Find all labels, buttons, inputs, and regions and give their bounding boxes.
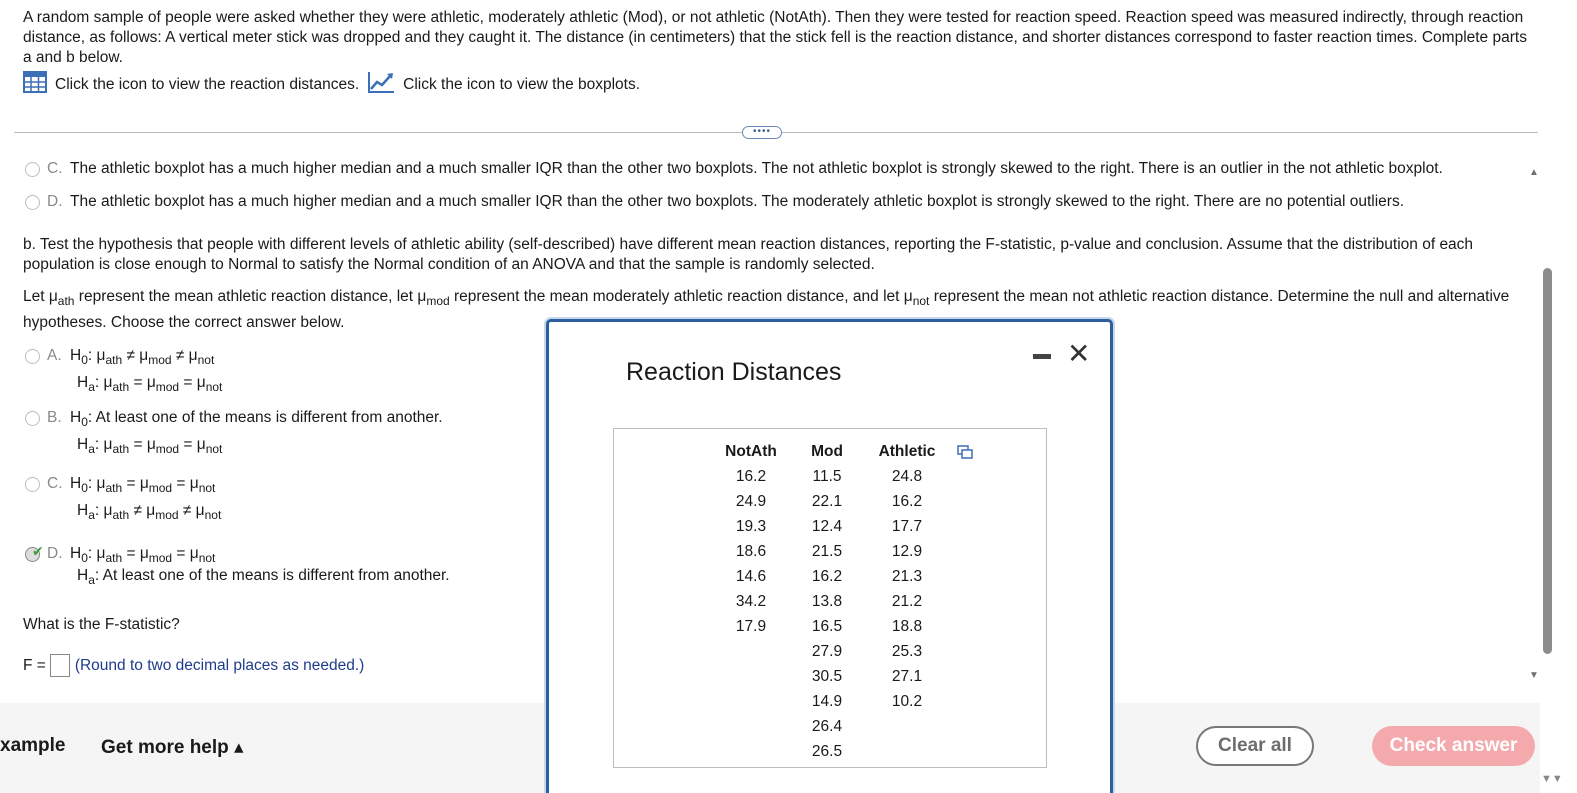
table-cell: 27.9 [811,642,843,660]
table-cell: 34.2 [735,592,767,610]
table-cell: 26.4 [811,717,843,735]
table-cell [713,739,789,764]
hypothesis-option-b[interactable]: B. $H_0$: At least one of the means is different from another. $H_a$: $\mu_{ath} = \mu_{mod} = \mu_{not}$ [25,408,443,455]
table-cell: 25.3 [891,642,923,660]
table-cell: 16.2 [891,492,923,510]
correct-check-icon: ✔ [32,543,44,559]
table-cell: 24.8 [891,467,923,485]
expand-button[interactable]: •••• [742,126,782,139]
hypothesis-option-c[interactable]: C. $H_0$: $\mu_{ath} = \mu_{mod} = \mu_{not}$ $H_a$: $\mu_{ath} \ne \mu_{mod} \ne \mu_{not}$ [25,474,221,521]
table-cell: 27.1 [891,667,923,685]
table-cell: 17.7 [891,517,923,535]
check-answer-button[interactable]: Check answer [1372,726,1535,766]
table-cell: 14.9 [811,692,843,710]
part-a-option-c[interactable] [25,159,1443,179]
option-letter: C. [47,160,63,177]
table-row [713,614,949,639]
table-cell: 18.6 [735,542,767,560]
scroll-bottom-icon[interactable]: ▼▼ [1541,773,1563,785]
hypothesis-definition: Let $\mu_{ath}$ represent the mean athletic reaction distance, let $\mu_{mod}$ represent the mean moderately athletic reaction distance, and let $\mu_{not}$ represent the mean not athletic reaction distance. Determine the null and alternative hypotheses. Choose the correct answer below. [23,288,1510,331]
scroll-up-icon[interactable]: ▲ [1529,167,1539,178]
boxplot-chart-icon[interactable] [367,71,395,99]
boxplots-link[interactable]: Click the icon to view the boxplots. [403,76,641,93]
table-cell [713,714,789,739]
table-row [713,639,949,664]
copy-data-icon[interactable] [957,445,973,464]
table-row [713,714,949,739]
table-row [713,564,949,589]
table-icon[interactable] [23,71,47,99]
intro-text: A random sample of people were asked whether they were athletic, moderately athletic (Mod), or not athletic (NotAth). Then they were tested for reaction speed. Reaction speed was measured indirectly, through reaction distance, as follows: A vertical meter stick was dropped and they caught it. The distance (in centimeters) that the stick fell is the reaction distance, and shorter distances correspond to faster reaction times. Complete parts a and b below. [23,9,1527,66]
table-cell: 19.3 [735,517,767,535]
radio-button[interactable] [25,162,40,177]
hypothesis-option-a[interactable]: A. $H_0$: $\mu_{ath} \ne \mu_{mod} \ne \mu_{not}$ $H_a$: $\mu_{ath} = \mu_{mod} = \mu_{not}$ [25,346,222,393]
table-cell: 16.2 [811,567,843,585]
table-cell: 10.2 [891,692,923,710]
column-header: NotAth [725,442,777,460]
minimize-icon[interactable] [1033,354,1051,359]
f-statistic-row [23,654,364,677]
table-cell: 11.5 [812,467,842,485]
table-row [713,489,949,514]
table-row [713,589,949,614]
table-cell: 21.2 [891,592,923,610]
close-icon[interactable]: ✕ [1067,338,1091,369]
icon-links [23,71,648,99]
table-cell: 22.1 [811,492,843,510]
table-row [713,464,949,489]
table-cell: 21.3 [891,567,923,585]
option-letter: D. [47,193,63,210]
column-header: Athletic [878,442,936,460]
f-statistic-question: What is the F-statistic? [23,616,180,633]
table-cell: 16.5 [811,617,843,635]
example-button[interactable]: xample [0,735,66,756]
table-header-row [713,439,949,464]
scrollbar-thumb[interactable] [1543,268,1552,654]
reaction-distances-link[interactable]: Click the icon to view the reaction distances. [55,76,360,93]
table-row [713,514,949,539]
table-row [713,539,949,564]
option-text: The athletic boxplot has a much higher median and a much smaller IQR than the other two boxplots. The moderately athletic boxplot is strongly skewed to the right. There are no potential outliers. [70,193,1405,210]
f-hint: (Round to two decimal places as needed.) [74,656,365,674]
reaction-distances-dialog [546,319,1113,793]
part-b-question: b. Test the hypothesis that people with different levels of athletic ability (self-described) have different mean reaction distances, reporting the F-statistic, p-value and conclusion. Assume that the distribution of each population is close enough to Normal to satisfy the Normal condition of an ANOVA and that the sample is randomly selected. [23,236,1474,273]
table-cell [865,714,949,739]
table-cell [713,689,789,714]
dialog-title: Reaction Distances [626,358,842,386]
clear-all-button[interactable]: Clear all [1196,726,1314,766]
f-statistic-input[interactable] [50,654,70,677]
reaction-distance-table [713,439,949,764]
table-cell: 17.9 [735,617,767,635]
radio-button[interactable] [25,477,40,492]
table-row [713,664,949,689]
table-cell: 13.8 [811,592,843,610]
radio-button[interactable] [25,195,40,210]
scroll-down-icon[interactable]: ▼ [1529,670,1539,681]
table-row [713,689,949,714]
table-cell: 12.9 [891,542,923,560]
table-cell [713,639,789,664]
get-more-help-button[interactable]: Get more help ▴ [101,737,244,758]
table-cell: 21.5 [811,542,843,560]
table-cell: 24.9 [735,492,767,510]
column-header: Mod [811,442,843,460]
table-cell: 16.2 [735,467,767,485]
table-cell: 18.8 [891,617,923,635]
table-cell [713,664,789,689]
part-a-option-d[interactable] [25,192,1404,212]
radio-button[interactable] [25,349,40,364]
table-cell: 12.4 [811,517,843,535]
table-cell: 30.5 [811,667,843,685]
hypothesis-option-d[interactable]: ✔ D. $H_0$: $\mu_{ath} = \mu_{mod} = \mu_{not}$ $H_a$: At least one of the means is different from another. [25,544,450,586]
table-cell [865,739,949,764]
table-row [713,739,949,764]
radio-button[interactable] [25,411,40,426]
option-text: The athletic boxplot has a much higher median and a much smaller IQR than the other two boxplots. The not athletic boxplot is strongly skewed to the right. There is an outlier in the not athletic boxplot. [70,160,1443,177]
table-cell: 14.6 [735,567,767,585]
data-table-box [613,428,1047,768]
table-cell: 26.5 [811,742,843,760]
f-label: F = [23,656,46,674]
